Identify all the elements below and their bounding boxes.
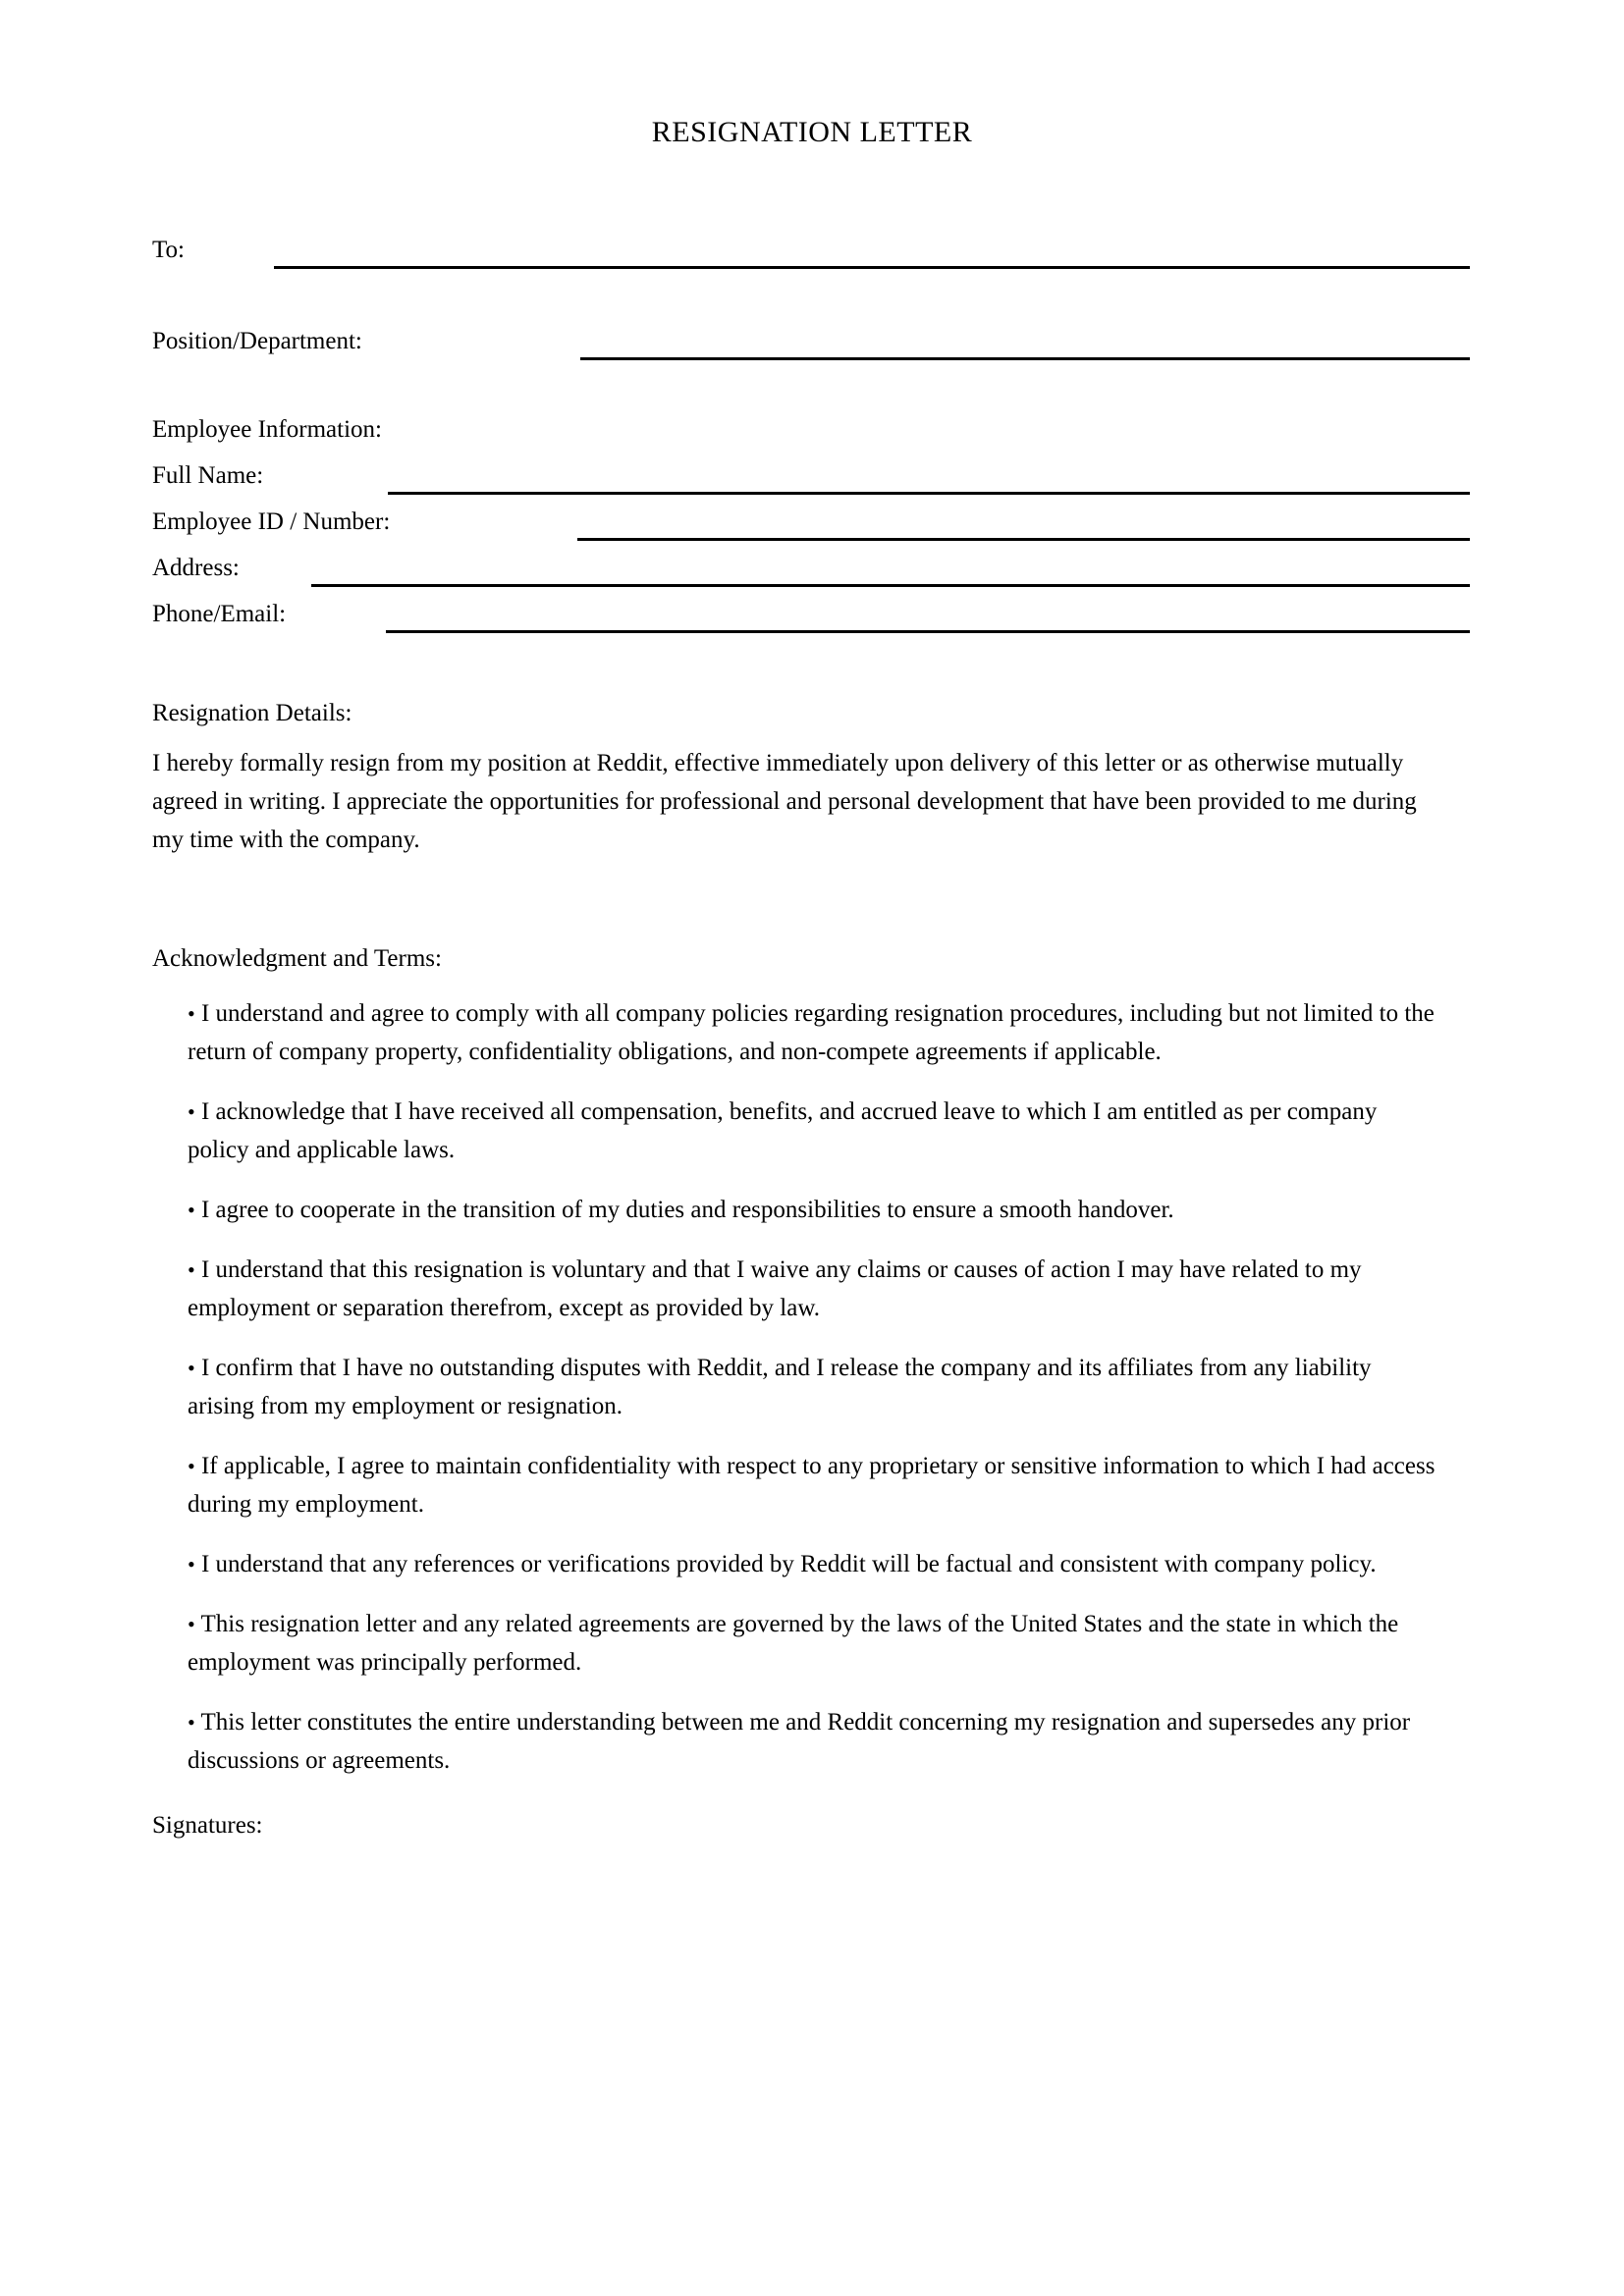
to-label: To: bbox=[152, 237, 185, 263]
list-item bbox=[188, 1191, 1442, 1229]
list-item bbox=[188, 1703, 1442, 1780]
list-item-text: I acknowledge that I have received all compensation, benefits, and accrued leave to which I am entitled as per company policy and applicable laws. bbox=[188, 1098, 1378, 1163]
field-row-to bbox=[152, 236, 185, 265]
bullet-icon: • bbox=[188, 1198, 195, 1222]
position-department-input-rule[interactable] bbox=[580, 357, 1470, 360]
bullet-icon: • bbox=[188, 1552, 195, 1576]
list-item bbox=[188, 1545, 1442, 1583]
list-item bbox=[188, 1093, 1442, 1169]
phone-email-input-rule[interactable] bbox=[386, 630, 1470, 633]
bullet-icon: • bbox=[188, 1356, 195, 1380]
list-item-text: I understand that this resignation is voluntary and that I waive any claims or causes of action I may have related to my employment or separation therefrom, except as provided by law. bbox=[188, 1256, 1362, 1321]
acknowledgment-heading: Acknowledgment and Terms: bbox=[152, 945, 442, 972]
page-title: RESIGNATION LETTER bbox=[651, 116, 973, 148]
position-department-label: Position/Department: bbox=[152, 328, 362, 354]
list-item-text: This resignation letter and any related agreements are governed by the laws of the United States and the state in which the employment was principally performed. bbox=[188, 1611, 1399, 1676]
full-name-label: Full Name: bbox=[152, 462, 264, 489]
bullet-icon: • bbox=[188, 1454, 195, 1478]
bullet-icon: • bbox=[188, 1099, 195, 1124]
list-item bbox=[188, 1605, 1442, 1682]
bullet-icon: • bbox=[188, 1710, 195, 1735]
bullet-icon: • bbox=[188, 1001, 195, 1026]
phone-email-label: Phone/Email: bbox=[152, 601, 287, 627]
employee-id-input-rule[interactable] bbox=[577, 538, 1470, 541]
list-item-text: If applicable, I agree to maintain confidentiality with respect to any proprietary or sensitive information to which I had access during my employment. bbox=[188, 1453, 1435, 1518]
list-item bbox=[188, 1251, 1442, 1327]
to-input-rule[interactable] bbox=[274, 266, 1470, 269]
bullet-icon: • bbox=[188, 1612, 195, 1636]
resignation-details-heading: Resignation Details: bbox=[152, 700, 352, 726]
address-input-rule[interactable] bbox=[311, 584, 1470, 587]
field-row-phone-email bbox=[152, 600, 286, 629]
full-name-input-rule[interactable] bbox=[388, 492, 1470, 495]
employee-id-label: Employee ID / Number: bbox=[152, 508, 391, 535]
address-label: Address: bbox=[152, 555, 240, 581]
acknowledgment-terms-list bbox=[188, 994, 1442, 1780]
field-row-position-department bbox=[152, 327, 362, 356]
list-item-text: I confirm that I have no outstanding disputes with Reddit, and I release the company and its affiliates from any liability arising from my employment or resignation. bbox=[188, 1355, 1372, 1419]
list-item-text: I agree to cooperate in the transition of my duties and responsibilities to ensure a smooth handover. bbox=[200, 1197, 1174, 1223]
list-item bbox=[188, 994, 1442, 1071]
field-row-full-name bbox=[152, 461, 263, 491]
resignation-details-body: I hereby formally resign from my position at Reddit, effective immediately upon delivery of this letter or as otherwise mutually agreed in writing. I appreciate the opportunities for professional and personal development that have been provided to me during my time with the company. bbox=[152, 750, 1417, 853]
list-item-text: This letter constitutes the entire understanding between me and Reddit concerning my resignation and supersedes any prior discussions or agreements. bbox=[188, 1709, 1411, 1774]
field-row-employee-id bbox=[152, 507, 390, 537]
signatures-heading: Signatures: bbox=[152, 1812, 263, 1839]
list-item-text: I understand and agree to comply with all company policies regarding resignation procedures, including but not limited to the return of company property, confidentiality obligations, and non-compete agreements if applicable. bbox=[188, 1000, 1435, 1065]
list-item bbox=[188, 1447, 1442, 1523]
list-item-text: I understand that any references or verifications provided by Reddit will be factual and consistent with company policy. bbox=[200, 1551, 1377, 1577]
field-row-address bbox=[152, 554, 240, 583]
bullet-icon: • bbox=[188, 1257, 195, 1282]
list-item bbox=[188, 1349, 1442, 1425]
employee-information-heading: Employee Information: bbox=[152, 416, 382, 443]
